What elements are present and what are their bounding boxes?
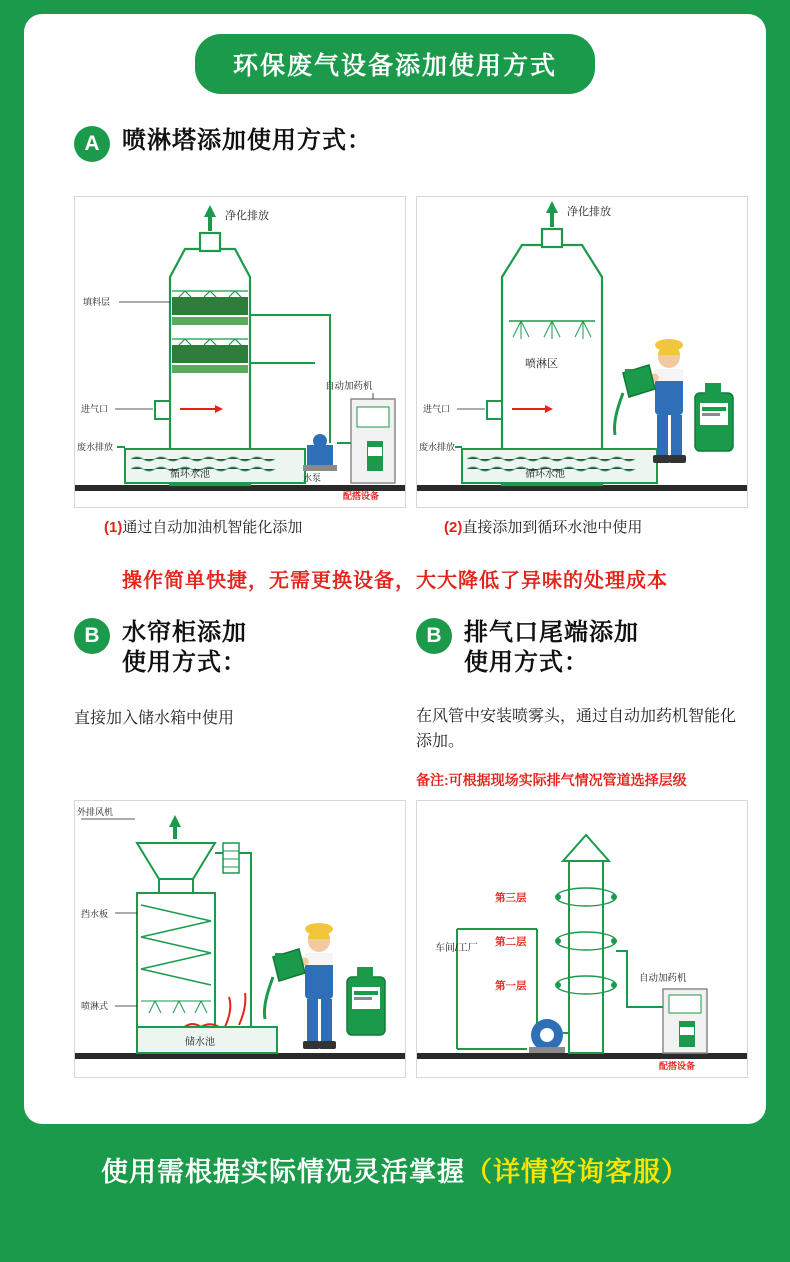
section-b2-header — [416, 618, 639, 678]
svg-text:第一层: 第一层 — [495, 980, 527, 992]
svg-text:净化排放: 净化排放 — [567, 206, 611, 218]
section-b1-header — [74, 618, 247, 678]
svg-text:挡水板: 挡水板 — [81, 909, 109, 919]
caption-1-text: 通过自动加油机智能化添加 — [122, 519, 303, 536]
section-a-header — [74, 126, 372, 162]
section-b1-title-line1: 水帘柜添加 — [122, 619, 247, 646]
section-b2-body: 在风管中安装喷雾头，通过自动加药机智能化添加。 — [416, 708, 737, 750]
svg-text:水泵: 水泵 — [303, 473, 322, 483]
svg-text:自动加药机: 自动加药机 — [639, 973, 687, 984]
figure-water-curtain-svg — [75, 801, 405, 1077]
section-a-title-line1: 喷淋塔添加使用方式： — [122, 127, 372, 154]
svg-text:第二层: 第二层 — [495, 936, 527, 948]
figure-spray-tower-auto-svg — [75, 197, 405, 507]
figure-water-curtain — [74, 800, 406, 1078]
figure-exhaust-stack — [416, 800, 748, 1078]
caption-2 — [444, 516, 642, 537]
section-a-title — [122, 126, 372, 156]
svg-text:外排风机: 外排风机 — [77, 807, 114, 817]
caption-2-num: (2) — [444, 519, 463, 536]
section-b2-title-line1: 排气口尾端添加 — [464, 619, 639, 646]
svg-text:进气口: 进气口 — [81, 404, 109, 414]
section-b2-title — [464, 618, 639, 678]
svg-text:自动加药机: 自动加药机 — [325, 381, 373, 392]
svg-text:循环水池: 循环水池 — [170, 469, 210, 480]
svg-text:进气口: 进气口 — [423, 404, 451, 414]
section-b1-title-line2: 使用方式： — [122, 649, 247, 676]
svg-text:填料层: 填料层 — [83, 297, 111, 307]
content-card — [24, 14, 766, 1124]
section-b2-badge: B — [416, 618, 452, 654]
section-b1-title — [122, 618, 247, 678]
figure-spray-tower-manual-svg — [417, 197, 747, 507]
section-b1-body: 直接加入储水箱中使用 — [74, 710, 235, 727]
section-a-badge: A — [74, 126, 110, 162]
highlight-line: 操作简单快捷，无需更换设备，大大降低了异味的处理成本 — [122, 570, 668, 592]
worker-illustration — [614, 339, 686, 463]
figure-spray-tower-manual — [416, 196, 748, 508]
section-b2-title-line2: 使用方式： — [464, 649, 589, 676]
svg-text:第三层: 第三层 — [495, 892, 527, 904]
bottom-text: 使用需根据实际情况灵活掌握 — [101, 1157, 465, 1187]
figure-exhaust-stack-svg — [417, 801, 747, 1077]
svg-text:废水排放: 废水排放 — [77, 442, 114, 452]
svg-text:储水池: 储水池 — [185, 1037, 215, 1048]
svg-text:喷淋式: 喷淋式 — [81, 1001, 109, 1011]
svg-text:配搭设备: 配搭设备 — [659, 1061, 696, 1071]
page-title: 环保废气设备添加使用方式 — [195, 34, 595, 94]
svg-text:车间/工厂: 车间/工厂 — [435, 943, 478, 954]
bottom-banner — [0, 1150, 790, 1189]
svg-text:配搭设备: 配搭设备 — [343, 491, 380, 501]
caption-1 — [104, 516, 302, 537]
section-b2-note: 备注:可根据现场实际排气情况管道选择层级 — [416, 772, 687, 788]
svg-text:循环水池: 循环水池 — [525, 469, 565, 480]
product-bottle — [695, 383, 733, 451]
section-b1-badge: B — [74, 618, 110, 654]
product-bottle-2 — [347, 967, 385, 1035]
svg-text:净化排放: 净化排放 — [225, 210, 269, 222]
svg-text:喷淋区: 喷淋区 — [525, 358, 558, 370]
caption-2-text: 直接添加到循环水池中使用 — [462, 519, 643, 536]
bottom-highlight: （详情咨询客服） — [465, 1157, 689, 1187]
caption-1-num: (1) — [104, 519, 123, 536]
svg-text:废水排放: 废水排放 — [419, 442, 456, 452]
figure-spray-tower-auto — [74, 196, 406, 508]
